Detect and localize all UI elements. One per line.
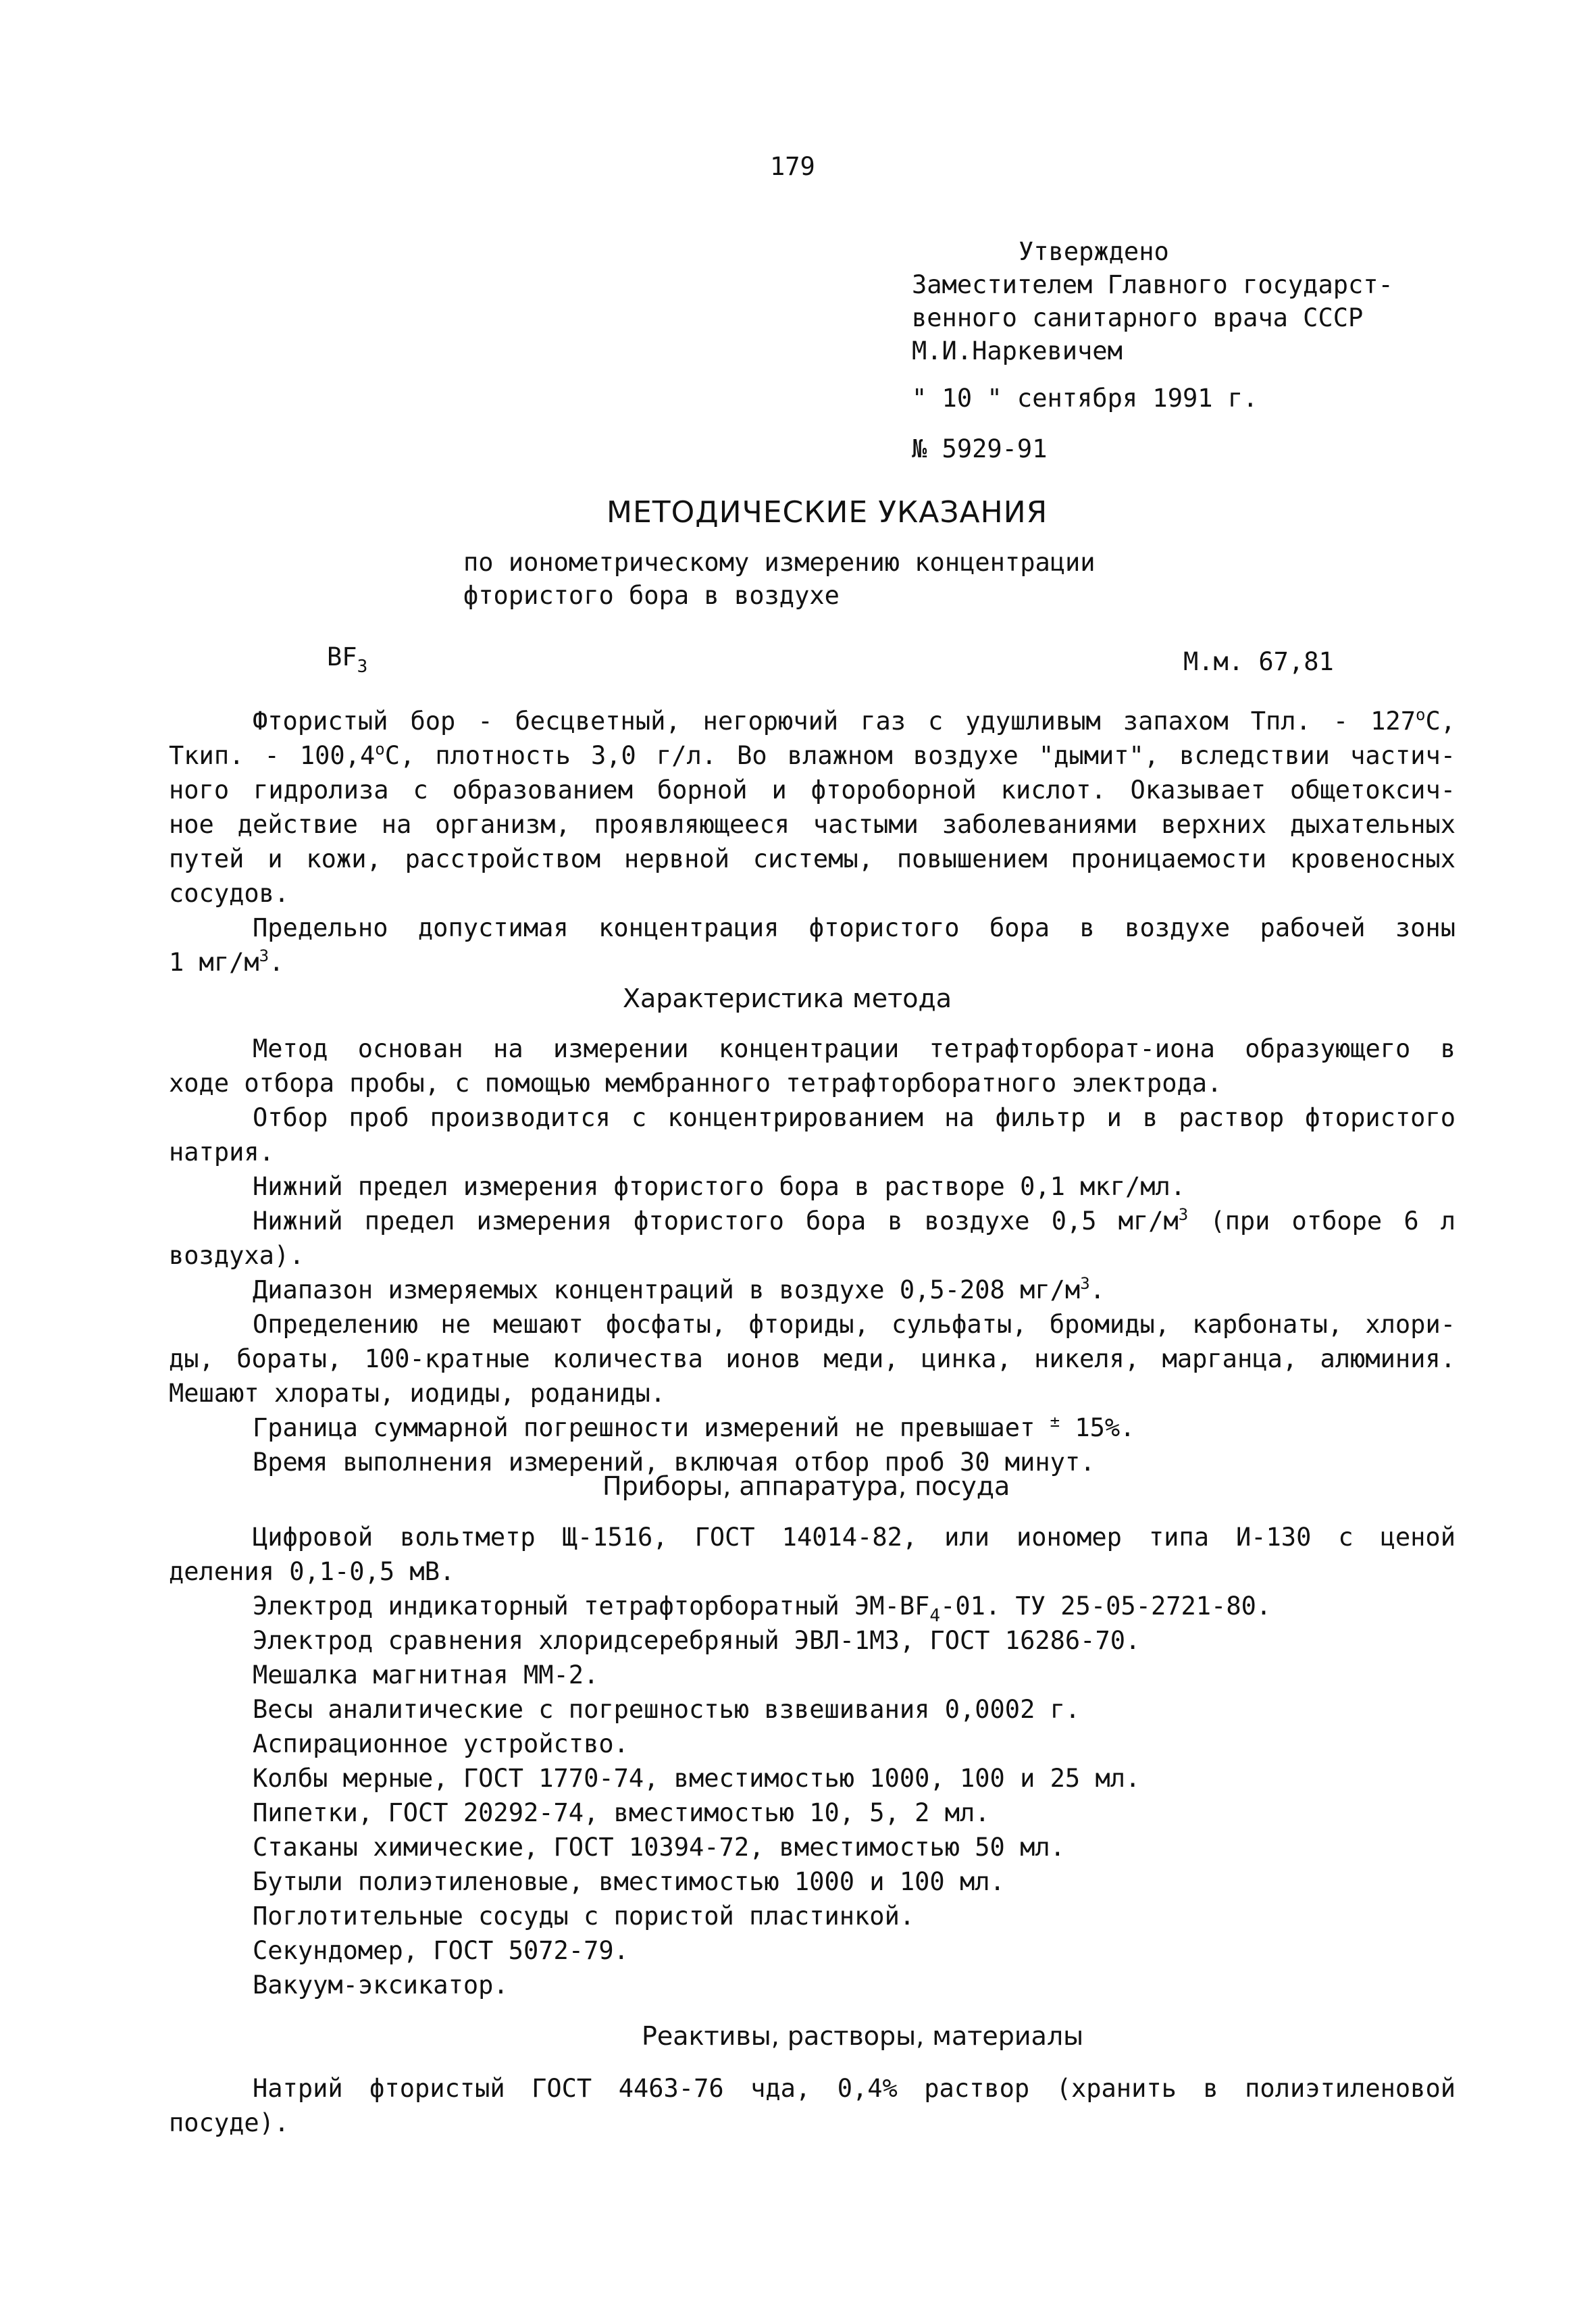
list-item: Бутыли полиэтиленовые, вместимостью 1000 и 100 мл. (253, 1867, 1005, 1896)
list-item: Пипетки, ГОСТ 20292-74, вместимостью 10, 5, 2 мл. (253, 1798, 990, 1827)
list-item: Цифровой вольтметр Щ-1516, ГОСТ 14014-82, или иономер типа И-130 с ценой (253, 1523, 1456, 1552)
reagents-paragraph (169, 2071, 1456, 2140)
text-line: Нижний предел измерения фтористого бора в растворе 0,1 мкг/мл. (253, 1172, 1186, 1201)
approval-line: венного санитарного врача СССР (912, 303, 1364, 332)
list-item: Весы аналитические с погрешностью взвешивания 0,0002 г. (253, 1695, 1081, 1724)
approval-line: Заместителем Главного государст- (912, 270, 1393, 299)
text-line: воздуха). (169, 1241, 305, 1270)
list-item: Поглотительные сосуды с пористой пластинкой. (253, 1902, 915, 1931)
intro-paragraph (169, 704, 1456, 980)
text-line: Диапазон измеряемых концентраций в воздухе 0,5-208 $мг/м^3$. (253, 1274, 1105, 1304)
list-item: Электрод сравнения хлоридсеребряный ЭВЛ-1М3, ГОСТ 16286-70. (253, 1626, 1141, 1655)
list-item: Аспирационное устройство. (253, 1729, 629, 1758)
text-line: Фтористый бор - бесцветный, негорючий газ с удушливым запахом Тпл. - $127^оС$, (253, 705, 1456, 736)
text-line: путей и кожи, расстройством нервной системы, повышением проницаемости кровеносных (169, 844, 1456, 873)
text-line: сосудов. (169, 879, 290, 908)
list-item: Секундомер, ГОСТ 5072-79. (253, 1936, 629, 1965)
text-line: Нижний предел измерения фтористого бора в воздухе 0,5 $мг/м^3$ (при отборе 6 л (253, 1205, 1456, 1236)
list-item: Вакуум-эксикатор. (253, 1971, 509, 2000)
text-line: 1 $мг/м^3$. (169, 946, 284, 977)
document-subtitle: фтористого бора в воздухе (463, 581, 840, 610)
text-line: Время выполнения измерений, включая отбор проб 30 минут. (253, 1448, 1096, 1477)
section-heading-equipment: Приборы, аппаратура, посуда (602, 1471, 1010, 1501)
approval-line: Утверждено (1019, 237, 1169, 266)
list-item: Стаканы химические, ГОСТ 10394-72, вместимостью 50 мл. (253, 1833, 1065, 1862)
list-item: Электрод индикаторный тетрафторборатный $ЭМ-BF_4-01$. ТУ 25-05-2721-80. (253, 1592, 1272, 1626)
equipment-paragraph (169, 1520, 1456, 1589)
text-line: посуде). (169, 2108, 290, 2137)
chemical-formula: $BF_3$ (327, 642, 368, 677)
text-line: Граница суммарной погрешности измерений не превышает ± 15%. (253, 1412, 1135, 1442)
text-line: ды, бораты, 100-кратные количества ионов меди, цинка, никеля, марганца, алюминия. (169, 1344, 1456, 1373)
approval-date: " 10 " сентября 1991 г. (912, 384, 1258, 413)
list-item: Колбы мерные, ГОСТ 1770-74, вместимостью 1000, 100 и 25 мл. (253, 1764, 1141, 1793)
text-line: ного гидролиза с образованием борной и фтороборной кислот. Оказывает общетоксич- (169, 776, 1456, 805)
page-number: 179 (770, 152, 815, 181)
document-title: МЕТОДИЧЕСКИЕ УКАЗАНИЯ (607, 495, 1048, 530)
list-item: деления 0,1-0,5 мВ. (169, 1557, 455, 1586)
text-line: натрия. (169, 1138, 274, 1167)
section-heading-method: Характеристика метода (623, 984, 952, 1013)
text-line: ходе отбора пробы, с помощью мембранного тетрафторборатного электрода. (169, 1069, 1222, 1098)
text-line: Натрий фтористый ГОСТ 4463-76 чда, 0,4% раствор (хранить в полиэтиленовой (253, 2074, 1456, 2103)
section-heading-reagents: Реактивы, растворы, материалы (642, 2021, 1084, 2051)
approval-signatory: М.И.Наркевичем (912, 336, 1123, 365)
text-line: Определению не мешают фосфаты, фториды, сульфаты, бромиды, карбонаты, хлори- (253, 1310, 1456, 1339)
list-item: Мешалка магнитная ММ-2. (253, 1660, 599, 1689)
text-line: Метод основан на измерении концентрации тетрафторборат-иона образующего в (253, 1034, 1456, 1063)
text-line: Предельно допустимая концентрация фтористого бора в воздухе рабочей зоны (253, 913, 1456, 942)
text-line: Мешают хлораты, иодиды, роданиды. (169, 1379, 666, 1408)
document-subtitle: по ионометрическому измерению концентрации (463, 548, 1096, 577)
method-paragraph (169, 1032, 1456, 1479)
text-line: Ткип. - $100,4^оС$, плотность 3,0 г/л. Во влажном воздухе "дымит", вследствии частич- (169, 740, 1456, 770)
molar-mass: М.м. 67,81 (1183, 647, 1334, 676)
text-line: Отбор проб производится с концентрированием на фильтр и в раствор фтористого (253, 1103, 1456, 1132)
approval-number: № 5929-91 (912, 434, 1048, 463)
text-line: ное действие на организм, проявляющееся частыми заболеваниями верхних дыхательных (169, 810, 1456, 839)
